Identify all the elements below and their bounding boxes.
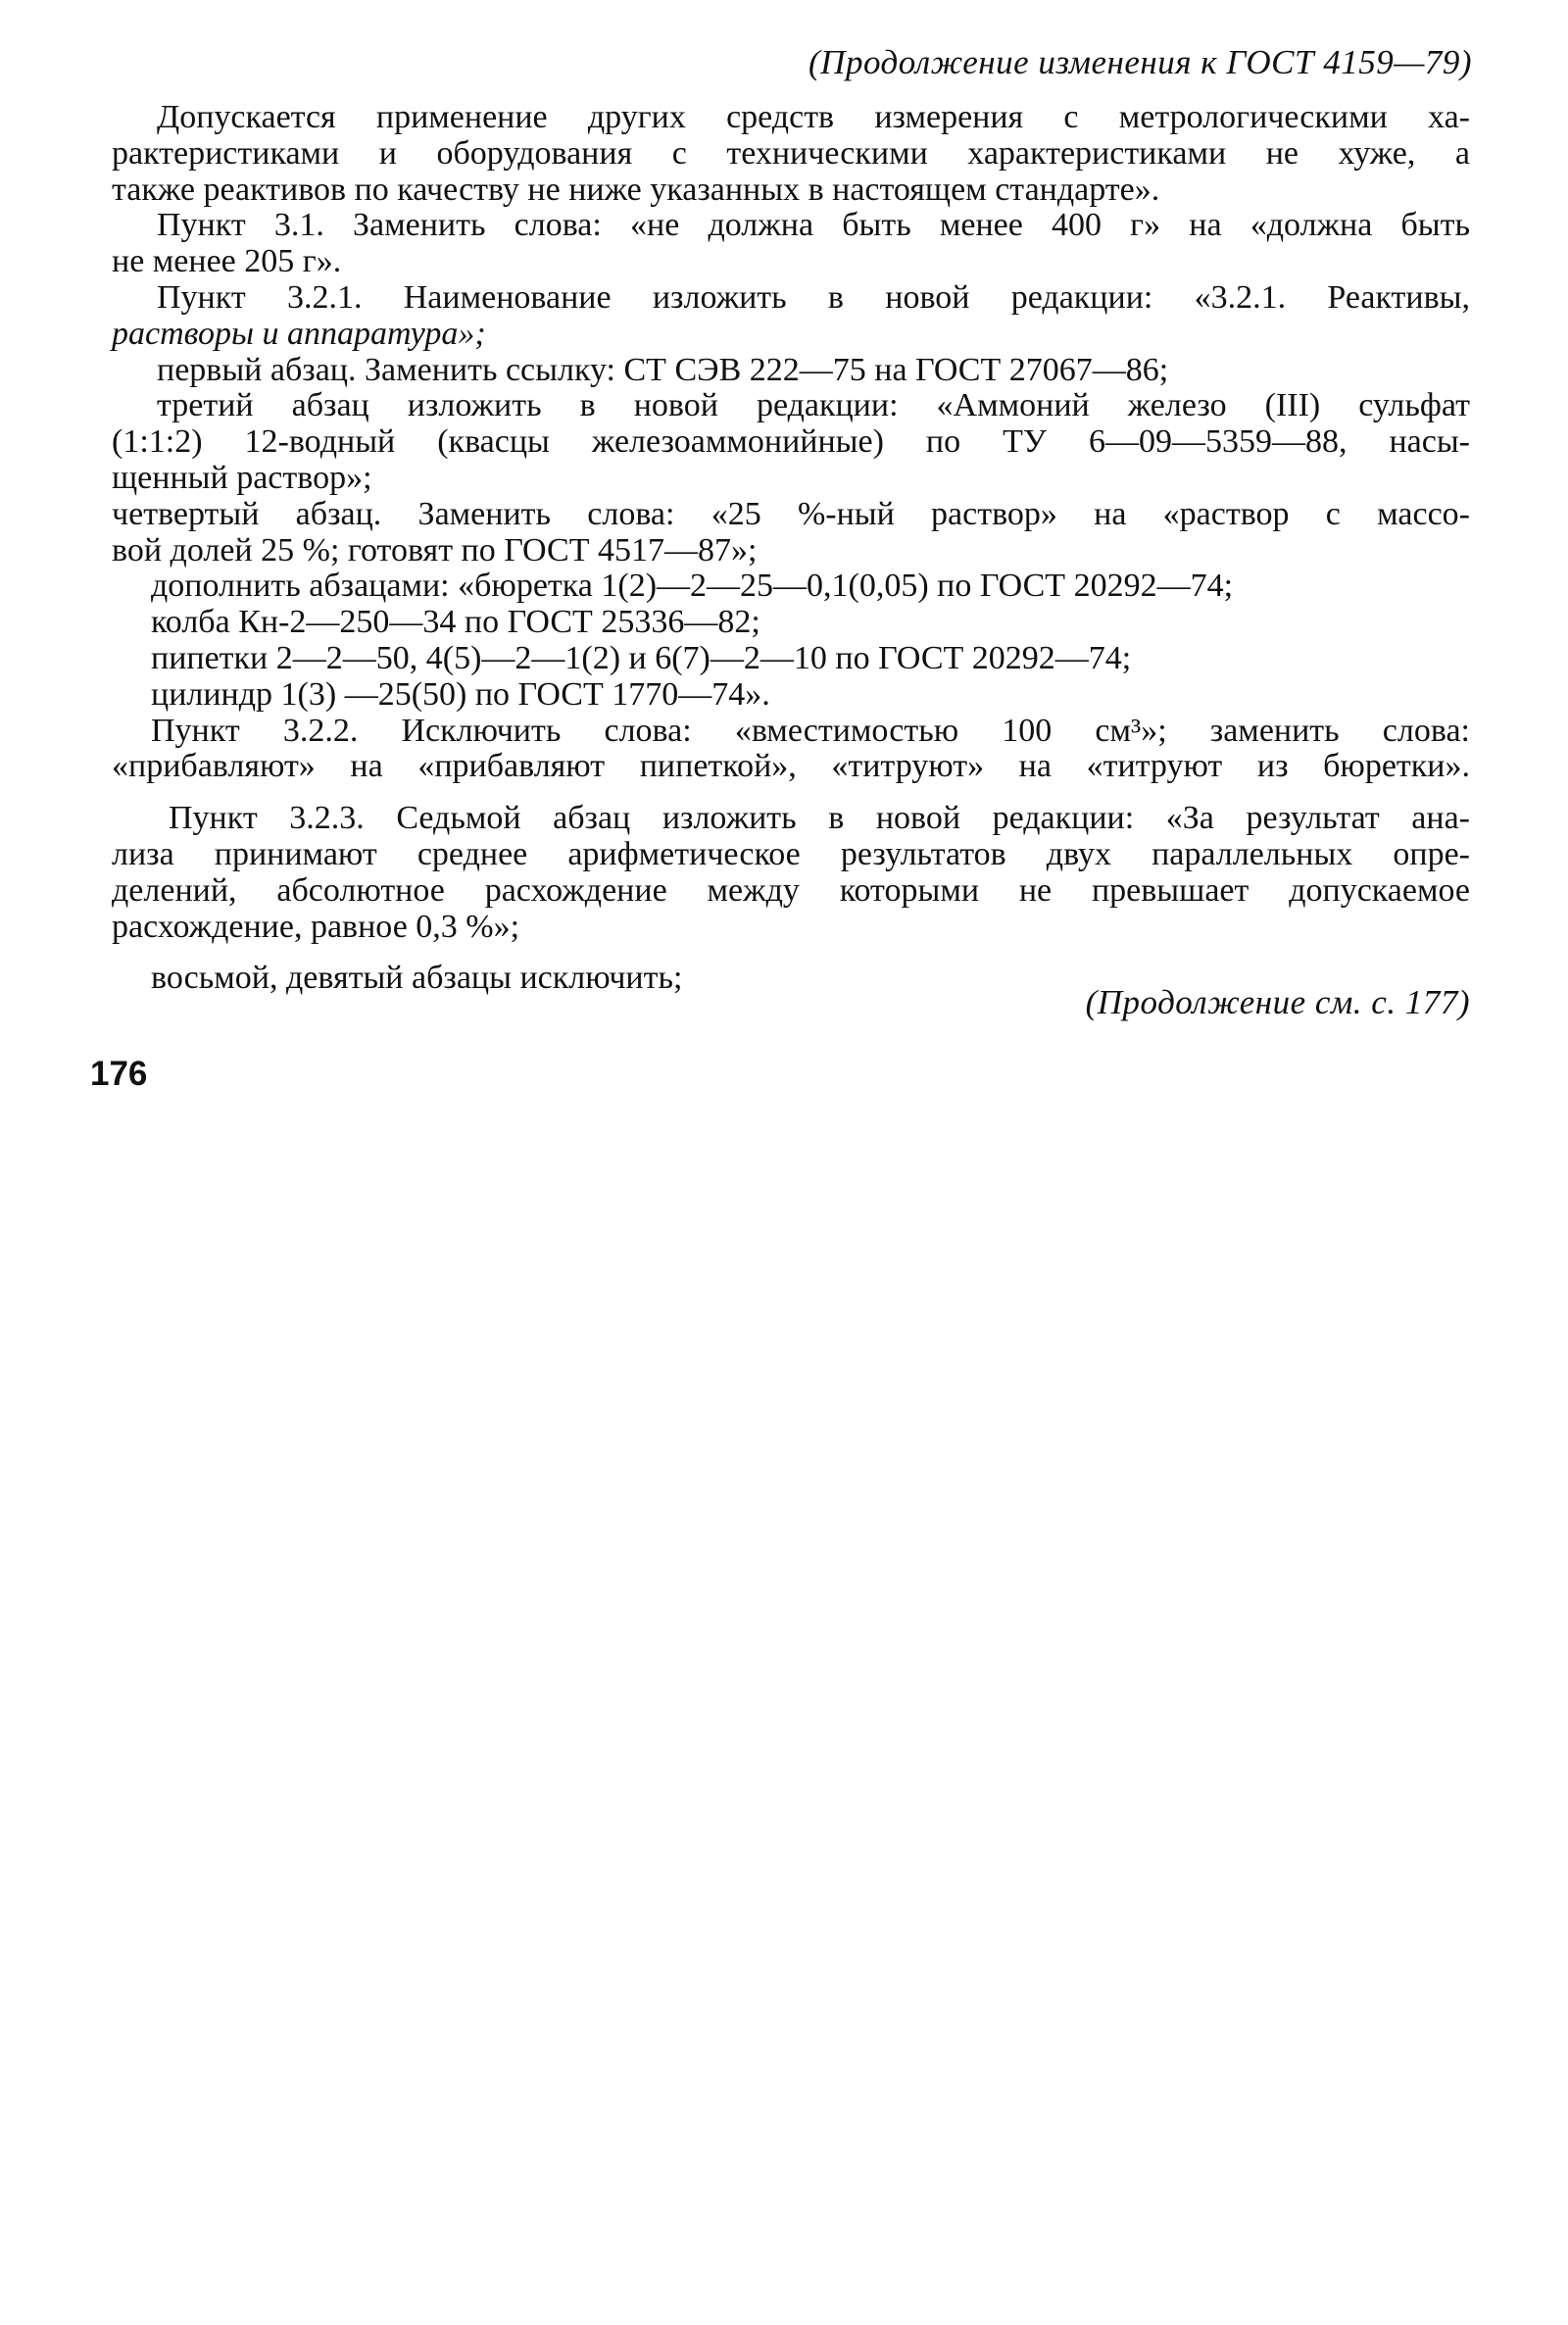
paragraph-line: лиза принимают среднее арифметическое результатов двух параллельных опре-: [112, 835, 1470, 872]
paragraph-line: третий абзац изложить в новой редакции: «Аммоний железо (III) сульфат: [157, 387, 1470, 424]
paragraph-line: Пункт 3.2.3. Седьмой абзац изложить в новой редакции: «За результат ана-: [169, 800, 1470, 837]
paragraph-line: первый абзац. Заменить ссылку: СТ СЭВ 222—75 на ГОСТ 27067—86;: [157, 351, 1169, 388]
paragraph-line: дополнить абзацами: «бюретка 1(2)—2—25—0,1(0,05) по ГОСТ 20292—74;: [151, 568, 1234, 605]
paragraph-line: восьмой, девятый абзацы исключить;: [151, 960, 683, 997]
paragraph-line: не менее 205 г».: [112, 243, 342, 280]
paragraph-line: Допускается применение других средств измерения с метрологическими ха-: [157, 99, 1470, 135]
paragraph-line: вой долей 25 %; готовят по ГОСТ 4517—87»;: [112, 531, 758, 569]
paragraph-line: делений, абсолютное расхождение между которыми не превышает допускаемое: [112, 871, 1470, 909]
running-header: (Продолжение изменения к ГОСТ 4159—79): [808, 43, 1472, 81]
paragraph-line: Пункт 3.1. Заменить слова: «не должна быть менее 400 г» на «должна быть: [157, 207, 1470, 244]
paragraph-line: четвертый абзац. Заменить слова: «25 %-ный раствор» на «раствор с массо-: [112, 495, 1470, 532]
paragraph-line: Пункт 3.2.1. Наименование изложить в новой редакции: «3.2.1. Реактивы,: [157, 278, 1470, 316]
continuation-note: (Продолжение см. с. 177): [1085, 983, 1470, 1021]
paragraph-line: пипетки 2—2—50, 4(5)—2—1(2) и 6(7)—2—10 по ГОСТ 20292—74;: [151, 639, 1132, 676]
paragraph-line: растворы и аппаратура»;: [112, 315, 486, 352]
page-number: 176: [90, 1055, 148, 1093]
paragraph-line: щенный раствор»;: [112, 459, 372, 496]
paragraph-line: цилиндр 1(3) —25(50) по ГОСТ 1770—74».: [151, 675, 770, 713]
paragraph-line: Пункт 3.2.2. Исключить слова: «вместимостью 100 см³»; заменить слова:: [151, 712, 1470, 749]
paragraph-line: расхождение, равное 0,3 %»;: [112, 908, 520, 945]
paragraph-line: «прибавляют» на «прибавляют пипеткой», «титруют» на «титруют из бюретки».: [112, 748, 1470, 785]
paragraph-line: колба Кн-2—250—34 по ГОСТ 25336—82;: [151, 604, 760, 641]
paragraph-line: (1:1:2) 12-водный (квасцы железоаммонийные) по ТУ 6—09—5359—88, насы-: [112, 423, 1470, 461]
paragraph-gap: [157, 785, 1470, 801]
paragraph-line: также реактивов по качеству не ниже указанных в настоящем стандарте».: [112, 171, 1160, 208]
paragraph-gap: [157, 945, 1470, 961]
paragraph-line: рактеристиками и оборудования с техническими характеристиками не хуже, а: [112, 134, 1470, 172]
document-body: [112, 99, 1470, 997]
